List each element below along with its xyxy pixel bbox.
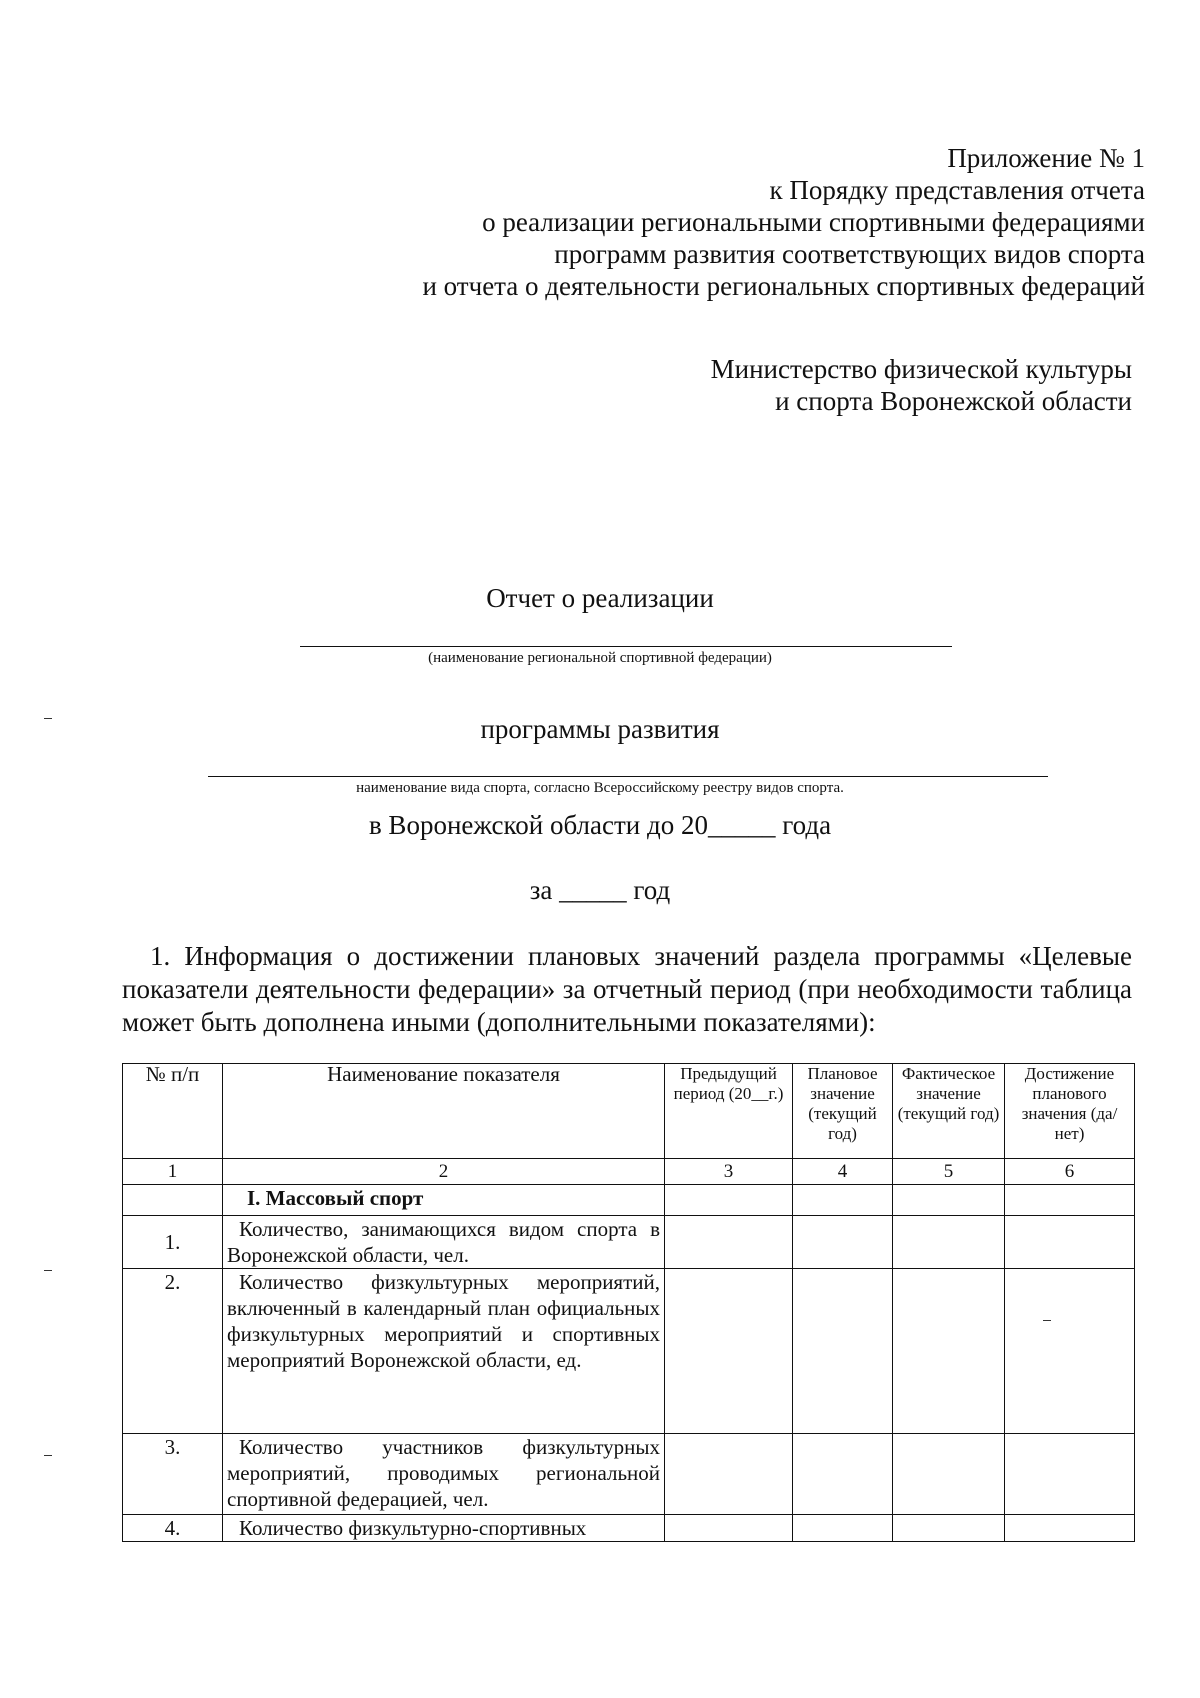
column-number: 3 bbox=[665, 1159, 793, 1185]
addressee-line: и спорта Воронежской области bbox=[775, 386, 1132, 416]
value-cell bbox=[1005, 1434, 1135, 1515]
table-row bbox=[123, 1515, 1135, 1542]
value-cell bbox=[793, 1434, 893, 1515]
addressee-line: Министерство физической культуры bbox=[710, 354, 1132, 384]
column-number: 5 bbox=[893, 1159, 1005, 1185]
report-title: Отчет о реализации bbox=[486, 583, 714, 613]
indicator-name: Количество, занимающихся видом спорта в Воронежской области, чел. bbox=[223, 1216, 665, 1269]
table-header-row bbox=[123, 1064, 1135, 1159]
value-cell bbox=[1005, 1216, 1135, 1269]
value-cell bbox=[1005, 1515, 1135, 1542]
column-number-row bbox=[123, 1159, 1135, 1185]
table-row bbox=[123, 1216, 1135, 1269]
intro-paragraph: 1. Информация о достижении плановых значений раздела программы «Целевые показатели деятельности федерации» за отчетный период (при необходимости таблица может быть дополнена иными (дополнительными показателями): bbox=[122, 941, 1132, 1037]
table-row bbox=[123, 1434, 1135, 1515]
table-row bbox=[123, 1269, 1135, 1434]
row-number: 2. bbox=[123, 1269, 223, 1434]
section-row bbox=[123, 1185, 1135, 1216]
value-cell bbox=[893, 1434, 1005, 1515]
addressee-block bbox=[711, 353, 1132, 417]
appendix-line: программ развития соответствующих видов спорта bbox=[554, 239, 1145, 269]
indicator-name: Количество физкультурных мероприятий, включенный в календарный план официальных физкультурных мероприятий и спортивных мероприятий Воронежской области, ед. bbox=[223, 1269, 665, 1434]
column-number: 6 bbox=[1005, 1159, 1135, 1185]
row-number: 1. bbox=[123, 1216, 223, 1269]
value-cell bbox=[893, 1269, 1005, 1434]
report-year-line: за _____ год bbox=[529, 875, 671, 905]
value-cell bbox=[793, 1269, 893, 1434]
column-number: 1 bbox=[123, 1159, 223, 1185]
sport-caption: наименование вида спорта, согласно Всероссийскому реестру видов спорта. bbox=[356, 780, 844, 796]
value-cell bbox=[1005, 1269, 1135, 1434]
scan-mark bbox=[1043, 1320, 1051, 1321]
empty-cell bbox=[123, 1185, 223, 1216]
scan-mark bbox=[44, 1270, 52, 1271]
value-cell bbox=[793, 1185, 893, 1216]
value-cell bbox=[665, 1216, 793, 1269]
column-number: 4 bbox=[793, 1159, 893, 1185]
scan-mark bbox=[44, 1455, 52, 1456]
value-cell bbox=[793, 1515, 893, 1542]
value-cell bbox=[665, 1515, 793, 1542]
header-cell: Фактическое значение (текущий год) bbox=[893, 1064, 1005, 1159]
federation-caption: (наименование региональной спортивной федерации) bbox=[428, 650, 772, 666]
appendix-line: к Порядку представления отчета bbox=[769, 175, 1145, 205]
scan-mark bbox=[44, 718, 52, 719]
section-title: I. Массовый спорт bbox=[223, 1185, 665, 1216]
value-cell bbox=[665, 1269, 793, 1434]
value-cell bbox=[1005, 1185, 1135, 1216]
value-cell bbox=[893, 1515, 1005, 1542]
header-cell: № п/п bbox=[123, 1064, 223, 1159]
indicator-name: Количество участников физкультурных мероприятий, проводимых региональной спортивной федерацией, чел. bbox=[223, 1434, 665, 1515]
row-number: 4. bbox=[123, 1515, 223, 1542]
value-cell bbox=[893, 1185, 1005, 1216]
value-cell bbox=[793, 1216, 893, 1269]
program-label: программы развития bbox=[480, 714, 720, 744]
appendix-block bbox=[422, 142, 1145, 302]
value-cell bbox=[665, 1434, 793, 1515]
sport-name-line bbox=[208, 776, 1048, 777]
appendix-line: о реализации региональными спортивными федерациями bbox=[482, 207, 1145, 237]
appendix-line: Приложение № 1 bbox=[947, 143, 1145, 173]
region-line: в Воронежской области до 20_____ года bbox=[368, 810, 832, 840]
column-number: 2 bbox=[223, 1159, 665, 1185]
row-number: 3. bbox=[123, 1434, 223, 1515]
header-cell: Наименование показателя bbox=[223, 1064, 665, 1159]
appendix-line: и отчета о деятельности региональных спортивных федераций bbox=[422, 271, 1145, 301]
header-cell: Предыдущий период (20__г.) bbox=[665, 1064, 793, 1159]
indicators-table bbox=[122, 1063, 1135, 1542]
value-cell bbox=[893, 1216, 1005, 1269]
header-cell: Достижение планового значения (да/нет) bbox=[1005, 1064, 1135, 1159]
indicator-name: Количество физкультурно-спортивных bbox=[223, 1515, 665, 1542]
value-cell bbox=[665, 1185, 793, 1216]
header-cell: Плановое значение (текущий год) bbox=[793, 1064, 893, 1159]
federation-name-line bbox=[300, 646, 952, 647]
